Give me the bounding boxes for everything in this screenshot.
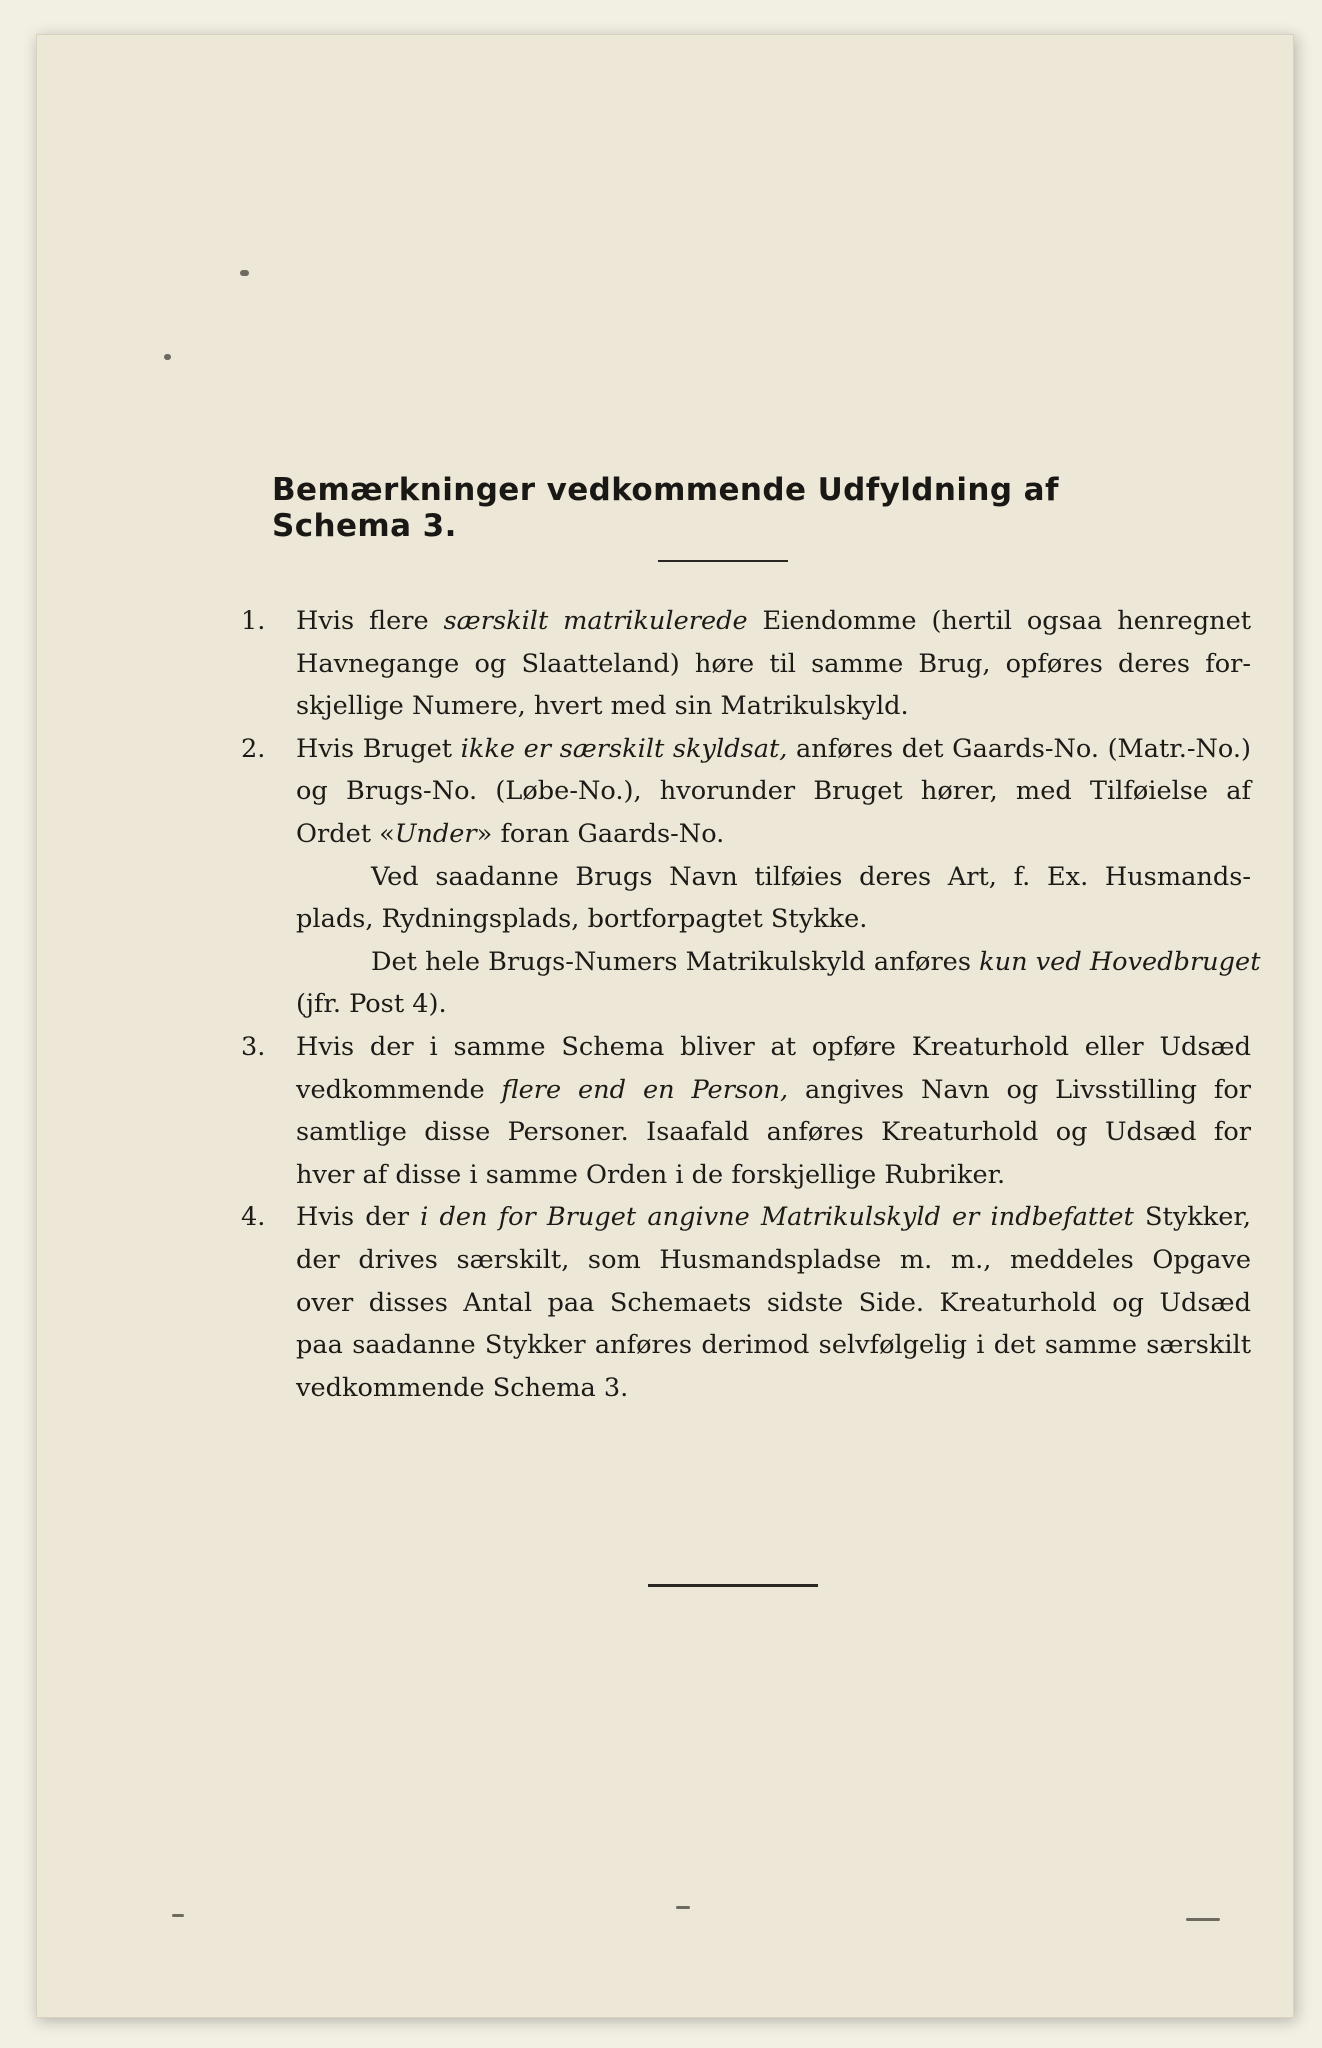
text-line — [296, 770, 1251, 813]
text-run: og Brugs-No. (Løbe-No.), hvorunder Bruget hører, med Tilføielse af — [296, 776, 1251, 807]
remark-item-4 — [241, 1196, 1251, 1409]
remark-item-3 — [241, 1026, 1251, 1196]
text-run: Stykker, — [1133, 1202, 1251, 1233]
item-number: 1. — [241, 606, 266, 636]
text-run: vedkommende — [296, 1074, 502, 1105]
text-run: Hvis der i samme Schema bliver at opføre Kreaturhold eller Udsæd — [296, 1031, 1251, 1062]
text-run: angives Navn og Livsstilling for — [788, 1074, 1251, 1105]
text-run: Hvis der — [296, 1202, 421, 1233]
text-run: Eiendomme (hertil ogsaa henregnet — [747, 606, 1252, 636]
text-line — [296, 1069, 1251, 1112]
text-run: vedkommende Schema 3. — [296, 1372, 629, 1403]
text-run: plads, Rydningsplads, bortforpagtet Stykke. — [296, 904, 868, 935]
text-line — [296, 1154, 1251, 1197]
text-line — [296, 1239, 1251, 1282]
item-number: 4. — [241, 1202, 266, 1233]
italic-run: flere end en Person, — [501, 1074, 789, 1105]
remark-item-2 — [241, 728, 1261, 1026]
closing-rule — [648, 1584, 818, 1587]
text-line — [296, 685, 1251, 728]
title-divider — [658, 560, 788, 562]
text-line — [296, 1196, 1251, 1239]
remark-item-1 — [241, 600, 1251, 728]
text-run: Ordet « — [296, 818, 395, 849]
ink-speck — [164, 354, 171, 360]
text-line — [296, 1026, 1251, 1069]
text-line — [296, 856, 1251, 899]
text-line — [296, 898, 1251, 941]
remarks-list — [241, 600, 1261, 1409]
ink-speck — [1186, 1918, 1220, 1921]
text-line — [296, 643, 1251, 686]
italic-run: ikke er særskilt skyldsat, — [460, 733, 788, 764]
ink-speck — [676, 1906, 690, 1909]
italic-run: Under — [394, 818, 477, 849]
page-title: Bemærkninger vedkommende Udfyldning af Schema 3. — [272, 472, 1059, 544]
text-line — [296, 1324, 1251, 1367]
text-line — [296, 1367, 1251, 1410]
text-line — [296, 1111, 1251, 1154]
text-line — [296, 600, 1251, 643]
text-run: paa saadanne Stykker anføres derimod selvfølgelig i det samme særskilt — [296, 1330, 1251, 1361]
item-number: 2. — [241, 733, 266, 764]
text-line — [296, 983, 1251, 1026]
text-run: Det hele Brugs-Numers Matrikulskyld anføres — [371, 946, 980, 977]
text-run: over disses Antal paa Schemaets sidste Side. Kreaturhold og Udsæd — [296, 1287, 1251, 1318]
text-run: samtlige disse Personer. Isaafald anføres Kreaturhold og Udsæd for — [296, 1117, 1251, 1148]
text-run: hver af disse i samme Orden i de forskjellige Rubriker. — [296, 1159, 1006, 1190]
document-page — [36, 34, 1294, 2018]
italic-run: særskilt matrikulerede — [443, 606, 748, 636]
text-run: Ved saadanne Brugs Navn tilføies deres Art, f. Ex. Husmands- — [371, 861, 1251, 892]
ink-speck — [172, 1914, 184, 1917]
text-run: (jfr. Post 4). — [296, 989, 447, 1020]
text-run: anføres det Gaards-No. (Matr.-No.) — [787, 733, 1251, 764]
italic-run: i den for Bruget angivne Matrikulskyld er indbefattet — [420, 1202, 1134, 1233]
text-run: Hvis flere — [296, 606, 444, 636]
ink-speck — [240, 270, 249, 276]
item-number: 3. — [241, 1031, 266, 1062]
text-run: Havnegange og Slaatteland) høre til samme Brug, opføres deres for- — [296, 648, 1251, 679]
text-run: Hvis Bruget — [296, 733, 461, 764]
text-run: der drives særskilt, som Husmandspladse m. m., meddeles Opgave — [296, 1244, 1251, 1275]
text-line — [296, 813, 1251, 856]
italic-run: kun ved Hovedbruget — [979, 946, 1261, 977]
text-line — [296, 728, 1251, 771]
text-line — [296, 1282, 1251, 1325]
text-run: » foran Gaards-No. — [476, 818, 725, 849]
text-run: skjellige Numere, hvert med sin Matrikulskyld. — [296, 691, 909, 722]
text-line — [296, 941, 1261, 984]
